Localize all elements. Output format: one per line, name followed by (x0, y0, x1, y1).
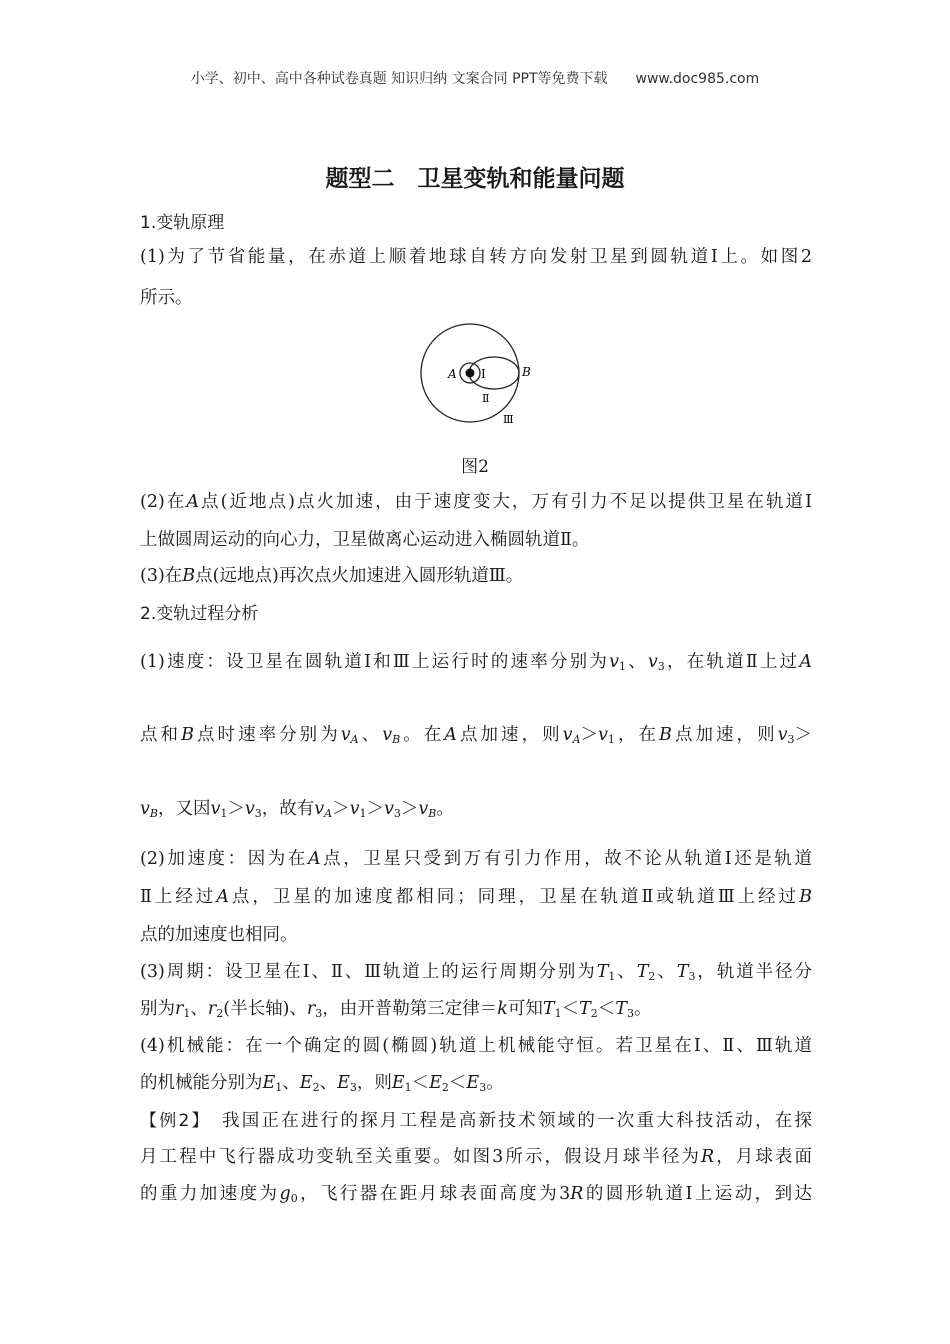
paragraph-line: (2)加速度：因为在A点，卫星只受到万有引力作用，故不论从轨道Ⅰ还是轨道 (140, 849, 812, 869)
label-orbit-2: Ⅱ (482, 392, 490, 405)
paragraph-line: 点和B点时速率分别为$v_A$、$v_B$。在A点加速，则$v_A>v_1$，在B点加速，则$v_3>$ (140, 725, 813, 746)
orbit-figure (412, 322, 542, 430)
paragraph-line: (3)周期：设卫星在Ⅰ、Ⅱ、Ⅲ轨道上的运行周期分别为$T_1$、$T_2$、$T_3$，轨道半径分 (140, 962, 813, 983)
label-point-a: A (448, 367, 457, 381)
paragraph-line: 别为$r_1$、$r_2$(半长轴)、$r_3$，由开普勒第三定律＝k可知$T_1<T_2<T_3$。 (140, 999, 652, 1020)
paragraph-line: 【例2】 我国正在进行的探月工程是高新技术领域的一次重大科技活动，在探 (140, 1111, 812, 1131)
orbit-diagram (412, 322, 542, 430)
orbit-2-ellipse (469, 357, 519, 389)
section-heading-1: 1.变轨原理 (140, 213, 225, 233)
paragraph-line: (2)在A点(近地点)点火加速，由于速度变大，万有引力不足以提供卫星在轨道Ⅰ (140, 492, 812, 512)
label-point-b: B (522, 365, 531, 379)
label-orbit-3: Ⅲ (503, 413, 514, 426)
paragraph-line: Ⅱ上经过A点，卫星的加速度都相同；同理，卫星在轨道Ⅱ或轨道Ⅲ上经过B (140, 887, 812, 907)
paragraph-line: $v_B$，又因$v_1>v_3$，故有$v_A>v_1>v_3>v_B$。 (140, 799, 454, 820)
paragraph-line: 所示。 (140, 288, 193, 308)
page-header (0, 68, 950, 88)
page-title: 题型二 卫星变轨和能量问题 (325, 166, 625, 192)
example-tag: 【例2】 (140, 1111, 203, 1131)
header-text: 小学、初中、高中各种试卷真题 知识归纳 文案合同 PPT等免费下载 (190, 71, 608, 87)
label-orbit-1: Ⅰ (481, 367, 486, 381)
paragraph-line: 的重力加速度为$g_0$，飞行器在距月球表面高度为3R的圆形轨道Ⅰ上运动，到达 (140, 1184, 812, 1205)
paragraph-line: 点的加速度也相同。 (140, 925, 298, 945)
paragraph-line: (4)机械能：在一个确定的圆(椭圆)轨道上机械能守恒。若卫星在Ⅰ、Ⅱ、Ⅲ轨道 (140, 1036, 812, 1056)
header-site[interactable]: www.doc985.com (635, 71, 760, 87)
paragraph-line: (3)在B点(远地点)再次点火加速进入圆形轨道Ⅲ。 (140, 566, 524, 586)
paragraph-line: 月工程中飞行器成功变轨至关重要。如图3所示，假设月球半径为R，月球表面 (140, 1147, 812, 1167)
paragraph-line: 上做圆周运动的向心力，卫星做离心运动进入椭圆轨道Ⅱ。 (140, 530, 590, 550)
figure-caption: 图2 (461, 457, 489, 477)
section-heading-2: 2.变轨过程分析 (140, 604, 259, 624)
earth-dot (466, 369, 475, 378)
paragraph-line: (1)为了节省能量，在赤道上顺着地球自转方向发射卫星到圆轨道Ⅰ上。如图2 (140, 247, 812, 267)
paragraph-line: (1)速度：设卫星在圆轨道Ⅰ和Ⅲ上运行时的速率分别为$v_1$、$v_3$，在轨道Ⅱ上过A (140, 652, 813, 673)
paragraph-line: 的机械能分别为$E_1$、$E_2$、$E_3$，则$E_1<E_2<E_3$。 (140, 1073, 504, 1094)
